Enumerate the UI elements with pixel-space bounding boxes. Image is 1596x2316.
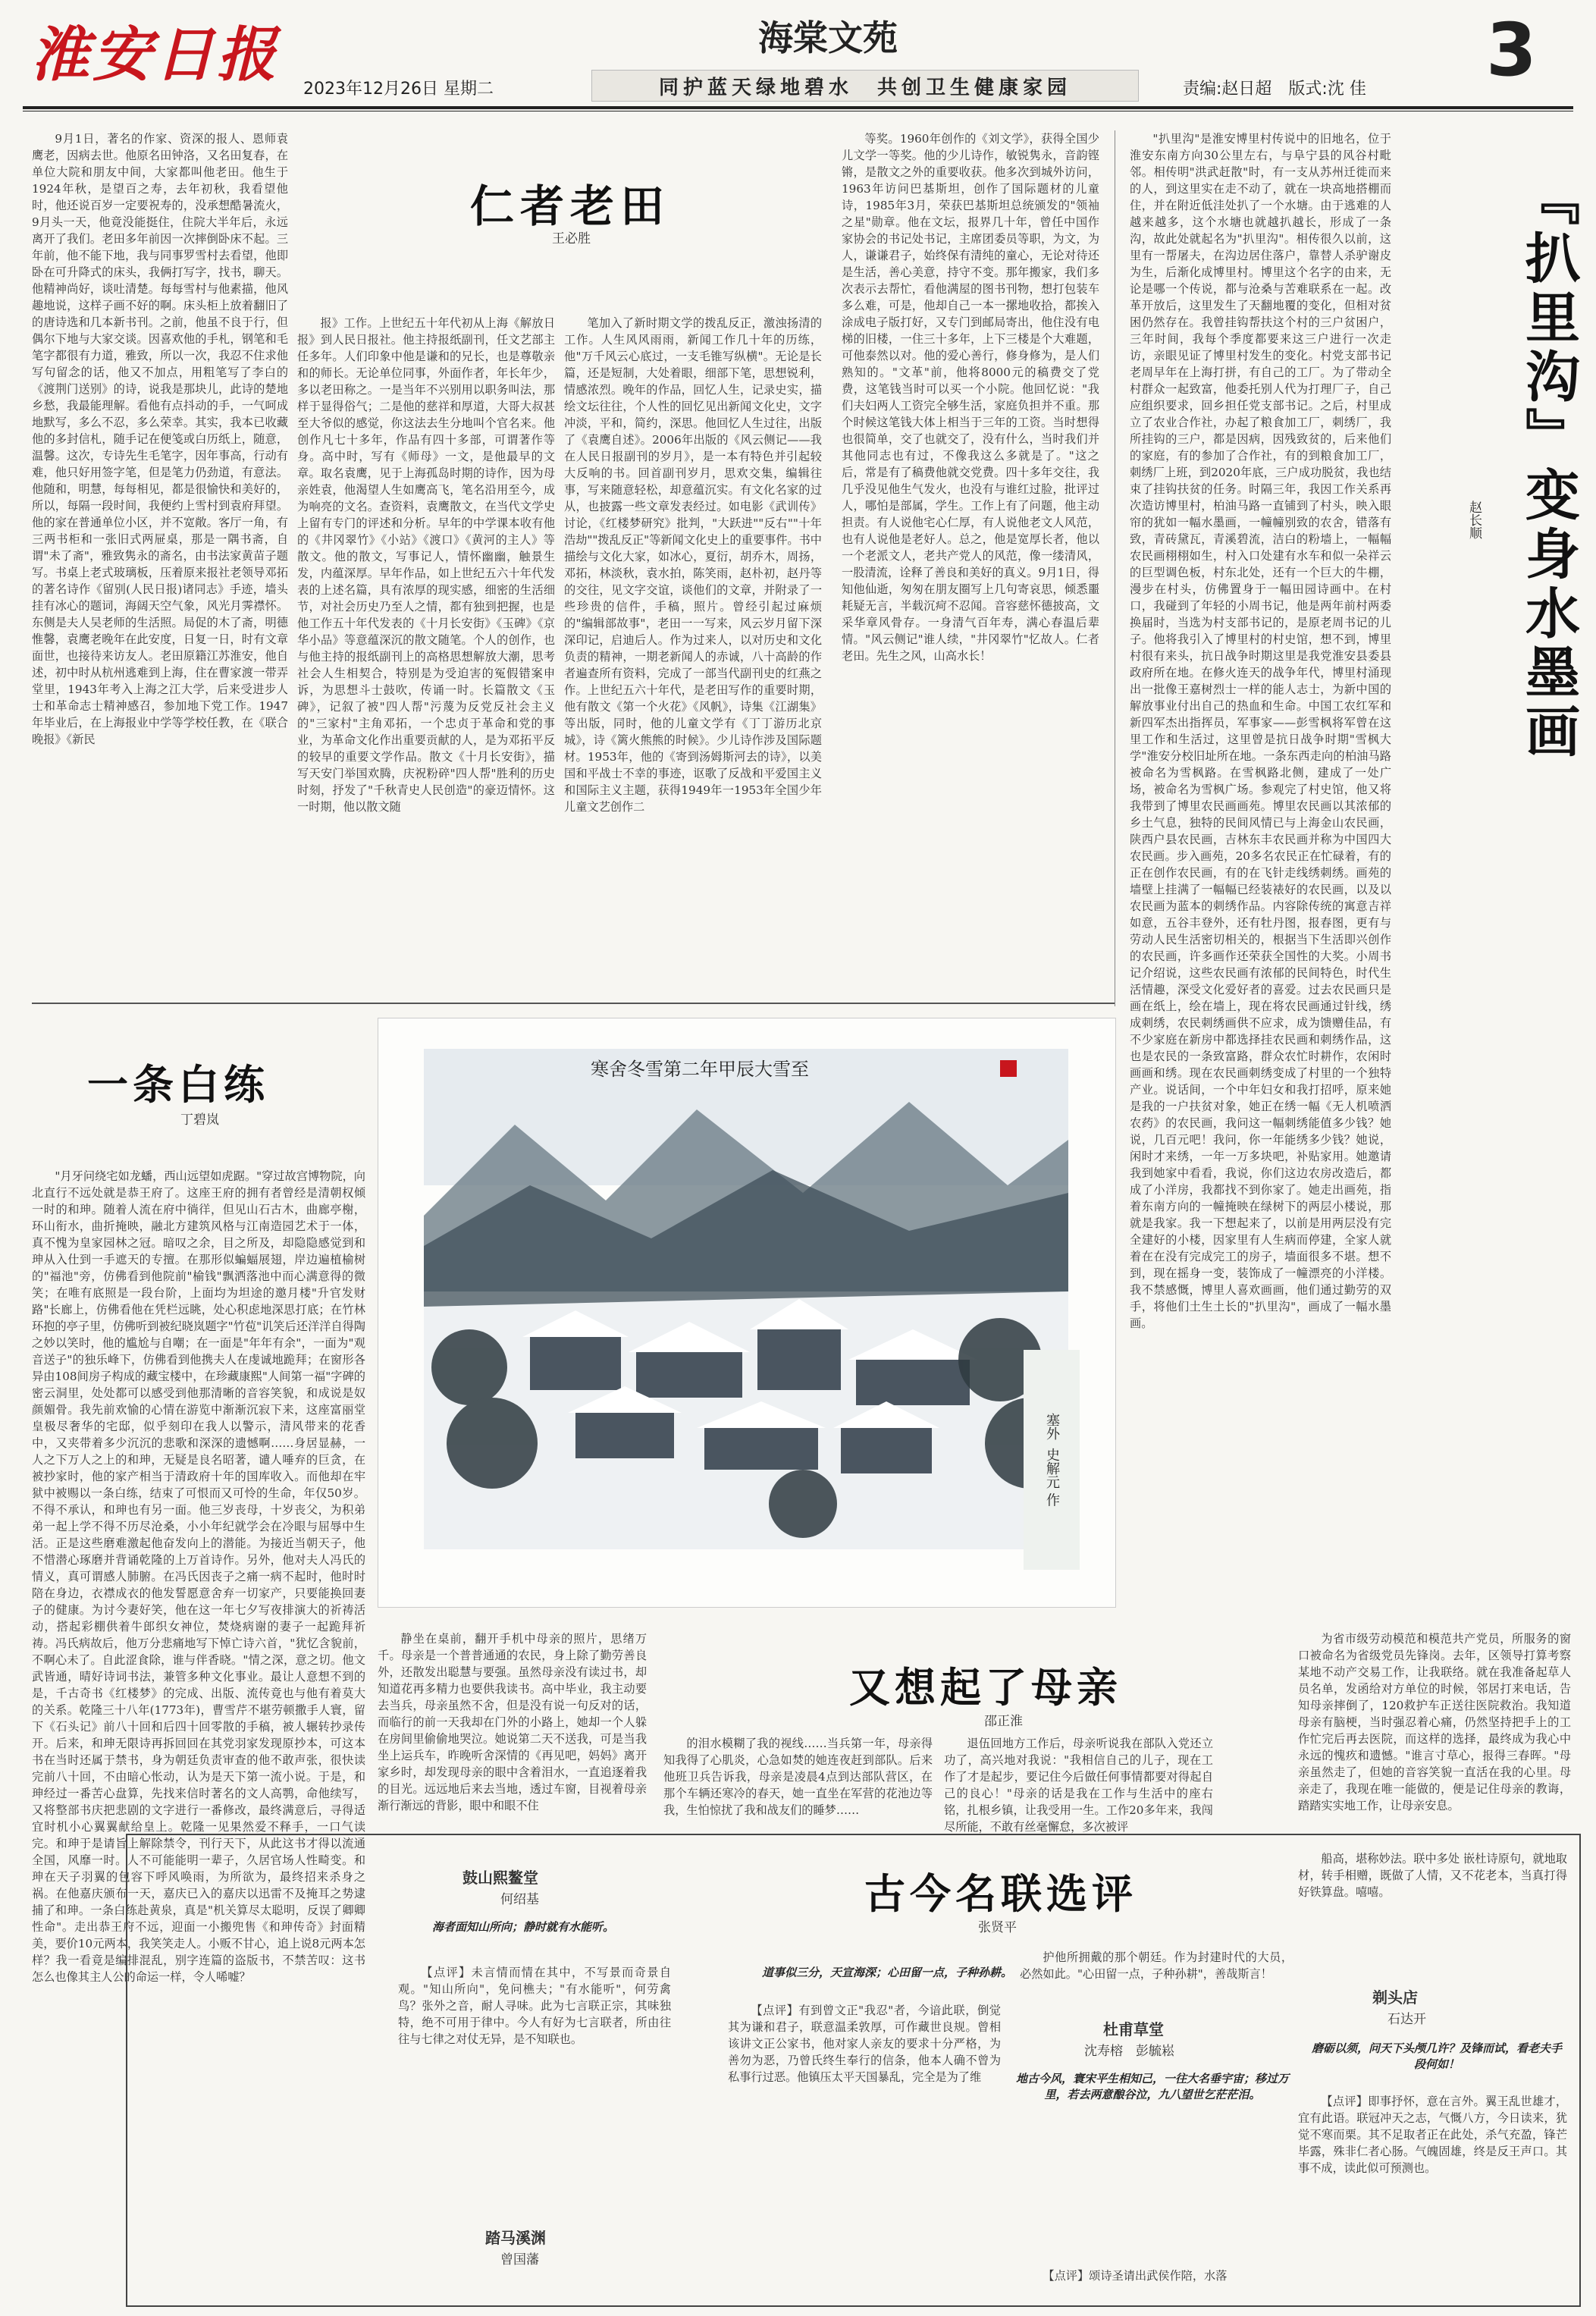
article-byline-baligou: 赵长顺 <box>1466 501 1482 539</box>
couplet-item-author: 石达开 <box>1387 2012 1426 2027</box>
article-column: "月牙问绕宅如龙蟠，西山远望如虎踞。"穿过故宫博物院，向北直行不远处就是恭王府了。这座王府的拥有者曾经是清朝权倾一时的和珅。随着人流在府中徜徉，但见山石古木，曲廊亭榭，环山衔水，曲折掩映，融北方建筑风格与江南造园艺术于一体，真不愧为皇家园林之冠。暗叹之余，目之所及，却隐隐感觉到和珅从入仕到一手遮天的专擅。在那形似蝙蝠展翅，岸边遍植榆树的"福池"旁，仿佛看到他院前"榆钱"飘洒落池中而心满意得的微笑；在唯有底照是一段台阶，上面均为坦途的邀月楼"升官发财路"长廊上，仿佛看他在凭栏远眺，处心积虑地深思打底；在竹林环抱的亭子里，仿佛听到被纪晓岚题字"竹苞"讥笑后还洋洋自得陶之妙以笑时，他的尴尬与自嘲；在一面是"年年有余"，一面为"观音送子"的独乐峰下，仿佛看到他携夫人在虔诚地跪拜；在窗形各异由108间房子构成的藏宝楼中，在珍藏康熙"人间第一福"字碑的密云洞里，处处都可以感受到他那清晰的音容笑貌，和成说是奴颜媚骨。我先前欢愉的心情在游览中渐渐沉寂下来，这座富丽堂皇极尽奢华的宅邸，似乎刻印在我人以警示，清风带来的花香中，又夹带着多少沉沉的悲歌和深深的遗憾啊……身居显赫，一人之下万人之上的和珅，无疑是良名昭著，谴人唾弃的巨贪，在被抄家时，他的家产相当于清政府十年的国库收入。而他却在牢狱中被赐以一条白练，结束了可恨而又可怜的生命，年仅50岁。不得不承认，和珅也有另一面。他三岁丧母，十岁丧父，为积弟弟一起上学不得不历尽沧桑，小小年纪就学会在冷眼与屈辱中生活。正是这些磨难激起他奋发向上的潜能。为接近当朝天子，他不惜潜心琢磨并背诵乾隆的上万首诗作。另外，他对夫人冯氏的情义，真可谓感人肺腑。在冯氏因丧子之痛一病不起时，他时时陪在身边，衣襟成衣的他发誓愿意舍弃一切家产，只要能换回妻子的健康。为讨今妻好笑，他在这一年七夕写夜排演大的祈祷活动，搭起彩棚供着牛郎织女神位，焚烧病谢的妻子一起跪拜祈祷。冯氏病故后，他万分悲痛地写下悼亡诗六首，"犹忆含貌前，不啊心未了。自此涩食除，谁与伴香晓。"情之深，意之切。他文武皆通，晴好诗词书法，兼管多种文化事业。最让人意想不到的是，千古奇书《红楼梦》的完成、出版、流传竟也与他有着莫大的关系。乾隆三十八年(1773年)，曹雪芹不堪劳顿撒手人寰，留下《石头记》前八十回和后四十回零散的手稿，被人辗转抄录传开。后来，和珅无限诗再拆回回在其党羽家发现原抄本，可这本书在当时还属于禁书，身为朝廷负责审查的他不敢声张，很快读完前八十回，不由暗心怅动，认为是天下第一流小说。于是，和珅经过一番苦心盘算，先找来信时著名的文人高鹗，命他续写，又将整部书庆把悲剧的文字进行一番修改，最终满意后，寻得适宜时机小心翼翼献给皇上。乾隆一见果然爱不释手，一口气读完。和珅于是请旨上解除禁令，刊行天下，从此这书才得以流通全国，风靡一时。人不可能能明一辈子，久居官场人性畸变。和珅在天子羽翼的包容下呼风唤雨，为所欲为，最终招来杀身之祸。在他嘉庆颁布一天，嘉庆已入的嘉庆以迅雷不及掩耳之势逮捕了和珅。一条白练赴黄泉，真是"机关算尽太聪明，反误了卿卿性命"。走出恭王府不远，迎面一小搬兜售《和珅传奇》封面精美，要价10元两本，我笑笑走人。小贩不甘心，追上说8元两本怎样？我一看竟是编排混乱，别字连篇的盗版书，不禁苦叹：这书怎么也像其主人公的命运一样，令人唏嘘？ <box>32 1169 365 1984</box>
couplet-text: 海者面知山所向；静时就有水能听。 <box>431 1920 614 1934</box>
masthead-logo: 淮安日报 <box>30 20 280 89</box>
couplet-comment: 【点评】有到曾文正"我忍"者，今谙此联，倒觉其为谦和君子，联意温柔敦厚，可作藏世良规。曾相该讲文正公家书，他对家人亲友的要求十分严格，为善勿为恶，乃曾氏终生奉行的信条，他本人确不曾为私事行过恶。他镇压太平天国暴乱，完全是为了维 <box>728 2004 1001 2084</box>
couplet-comment: 护他所拥戴的那个朝廷。作为封建时代的大员，必然如此。"心田留一点，子种孙耕"，善哉斯言！ <box>1020 1950 1293 1981</box>
couplet-item-title: 鼓山熙鳌堂 <box>462 1869 538 1887</box>
couplet-item-title: 踏马溪渊 <box>485 2229 546 2247</box>
issue-date: 2023年12月26日 星期二 <box>303 80 494 99</box>
article-byline-couplets: 张贤平 <box>978 1920 1017 1935</box>
painting-caption <box>1024 1350 1080 1570</box>
article-title-couplets: 古今名联选评 <box>864 1869 1137 1918</box>
article-column: 等奖。1960年创作的《刘文学》，获得全国少儿文学一等奖。他的少儿诗作，敏锐隽永，音韵铿锵，是散文之外的重要收获。他多次到城外访问，1963年访问巴基斯坦，创作了国际题材的儿童诗，1985年3月，荣获巴基斯坦总统颁发的"领袖之星"勋章。他在文坛，报界几十年，曾任中国作家协会的书记处书记，主席团委员等职，为文，为人，谦谦君子，始终保有清纯的童心，无论对待还是生活，善心美意，持守不变。那年搬家，我们多次表示去帮忙，看他满屋的图书刊物，想打包装车多么难，可是，他却自己一本一摞地收拾，都挨入涂成电子版打好，又专门到邮局寄出，他住没有电梯的旧楼，一住三十多年，上下三楼是个大难题，可他泰然以对。他的爱心善行，修身修为，是人们熟知的。"文革"前，他将8000元的稿费交了党费，这笔钱当时可以买一个小院。他回忆说："我们夫妇两人工资完全够生活，家庭负担并不重。那个时候这笔钱大体上相当于三年的工资。当时想得也很简单，交了也就交了，没有什么，当时我们并其他同志也有过，不像我这么多就是了。"这之后，常是有了稿费他就交党费。四十多年交往，我几乎没见他生气发火，也没有与谁红过脸，批评过人，哪怕是部属，学生。工作上有了问题，他主动担责。有人说他宅心仁厚，有人说他老文人风范，也有人说他是老好人。总之，他是宽厚长者，他以一个老派文人，老共产党人的风范，像一缕清风，一股清流，诠释了善良和美好的真义。9月1日，得知他仙逝，匆匆在朋友圈写上几句寄哀思，倾悉噩耗疑无言，半载沉疴不忍闻。音容慈怀德披高，文采华章风骨存。一身清气百年寿，满心春温后辈情。"风云侧记"谁人续，"井冈翠竹"忆故人。仁者老田。先生之风，山高水长！ <box>842 132 1099 663</box>
couplet-text: 道事似三分，天宣海深；心田留一点，子种孙耕。 <box>761 1966 1012 1979</box>
article-column: 的泪水模糊了我的视线……当兵第一年，母亲得知我得了心肌炎，心急如焚的她连夜赶到部队。后来他班卫兵告诉我，母亲是凌晨4点到达部队营区，在那个车辆还寒冷的春天，她一直坐在军营的花池边等我，生怕惊扰了我和战友们的睡梦…… <box>663 1737 933 1817</box>
couplet-comment: 船高，堪称妙法。联中多处 嵌杜诗原句，就地取材，转手相赠，既做了人情，又不花老本，当真打得好铁算盘。嘻嘻。 <box>1298 1852 1567 1899</box>
painting-caption-author: 史解元 作 <box>1044 1448 1060 1507</box>
article-column: 9月1日，著名的作家、资深的报人、恩师袁鹰老，因病去世。他原名田钟洛，又名田复春，在单位大院和朋友中间，大家都叫他老田。他生于1924年秋，是望百之寿，去年初秋，我看望他时，他还说百岁一定要祝寿的，没承想酷暑流火，9月头一天，他竟没能挺住，住院大半年后，永远离开了我们。老田多年前因一次摔倒卧床不起。三年前，他不能下地，我与同事罗雪村去看望，他即卧在可升降式的床头，我俩打写字，找书，聊天。他精神尚好，谈吐清楚。每每雪村与他素描，他风趣地说，这样子画不好的啊。床头柜上放着翻旧了的唐诗选和几本新书刊。之前，他虽不良于行，但偶尔下地与大家交谈。因喜欢他的手札，钢笔和毛笔字都很有力道，雅致，所以一次，我忍不住求他写句留念的话，他又不加点，用粗笔写了李白的《渡荆门送别》的诗，说我是那块儿，此诗的楚地乡愁，我最能理解。看他有点抖动的手，一气呵成地默写，多么不忍，多么荣幸。其实，我本已收藏他的多封信札，随手记在便笺或白历纸上，随意，温馨。这次，专诗先生毛笔字，因年事高，行动有难，他只好用签字笔，但是笔力仍劲道，有意法。他随和，明慧，每每相见，都是很愉快和美好的，所以，每隔一段时间，我便约上雪村到袁府拜望。他的家在普通单位小区，并不宽敞。客厅一角，有三两书柜和一张旧式两屉桌，那是一隅书斋，自谓"未了斋"，雅致隽永的斋名，由书法家黄苗子题写。书桌上老式玻璃板，压着原来报社老领导邓拓的著名诗作《留别(人民日报)诸同志》手迹，墙头挂有冰心的题词，海阔天空气象，风光月霁襟怀。东侧是夫人吴老师的生活照。局促的木了斋，明德惟馨，袁鹰老晚年在此安度，日复一日，时有文章面世，也接待来访友人。老田原籍江苏淮安，他自述，初中时从杭州逃难到上海，住在曹家渡一带弄堂里，1943年考入上海之江大学，后来受进步人士和革命志士精神感召，参加地下党工作。1947年毕业后，在上海报业中学等学校任教，在《联合晚报》《新民 <box>32 132 288 746</box>
couplet-item-title: 杜甫草堂 <box>1103 2020 1164 2038</box>
page-number: 3 <box>1486 8 1537 93</box>
couplet-comment: 【点评】即事抒怀，意在言外。翼王乱世雄才，宜有此语。联冠冲天之志，气慨八方，今日读来，犹觉不寒而栗。其不足取者正在此处，杀气充盈，锋芒毕露，殊非仁者心肠。气魄固雄，终是反王声口。其事不成，读此似可预测也。 <box>1298 2095 1567 2175</box>
article-title-yitiao: 一条白练 <box>87 1060 269 1109</box>
painting-caption-title: 塞外 <box>1044 1413 1060 1441</box>
header-rule <box>23 106 1573 109</box>
article-title-baligou: 『扒里沟』变身水墨画 <box>1516 171 1581 762</box>
article-title-muqin: 又想起了母亲 <box>849 1663 1122 1712</box>
couplet-item-author: 曾国藩 <box>500 2252 539 2267</box>
article-column: 静坐在桌前，翻开手机中母亲的照片，思绪万千。母亲是一个普普通通的农民，身上除了勤劳善良外，还散发出聪慧与要强。虽然母亲没有读过书，却知道花再多精力也要供我读书。高中毕业，我主动要去当兵，母亲虽然不舍，但是没有说一句反对的话，而临行的前一天我却在门外的小路上，她却一个人躲在房间里偷偷地哭泣。她说第二天不送我，可是当我坐上运兵车，昨晚听舍深情的《再见吧，妈妈》离开家乡时，却发现母亲的眼中含着泪水，一直追逐着我的目光。远远地后来去当地，透过车窗，目视着母亲渐行渐远的背影，眼中和眼不住 <box>378 1632 647 1812</box>
couplet-text: 地古今风，寰宋平生相知己，一往大名垂宇宙；移过万里，若去两意酿谷泣，九八望世乞茫茫泪。 <box>1016 2072 1290 2101</box>
ink-wash-painting <box>378 1018 1116 1608</box>
couplet-item-author: 何绍基 <box>500 1892 539 1907</box>
article-column: 退伍回地方工作后，母亲听说我在部队入党还立功了，高兴地对我说："我相信自己的儿子，现在工作了才是起步，要记住今后做任何事情都要对得起自己的良心！"母亲的话是我在工作与生活中的座右铭，扎根乡镇，让我受用一生。工作20多年来，我闯尽所能，不敢有丝毫懈怠，多次被评 <box>944 1737 1213 1834</box>
slogan-banner: 同护蓝天绿地碧水 共创卫生健康家园 <box>591 70 1139 102</box>
couplet-item-author: 沈寿榕 彭毓崧 <box>1084 2044 1174 2059</box>
article-column: 报》工作。上世纪五十年代初从上海《解放日报》到人民日报社。他主持报纸副刊，任文艺部主任多年。人们印象中他是谦和的兄长，也是尊敬亲和的师长。无论单位同事，外面作者，年长年少，多以老田称之。一是当年不兴别用以职务叫法，那样于显得俗气；二是他的慈祥和厚道，大哥大叔甚至大爷似的感觉，你这法去生分地叫个官名来。他创作凡七十多年，作品有四十多部，可谓著作等身。高中时，写有《师母》一文，是他最早的文章。取名袁鹰，见于上海孤岛时期的诗作，因为母亲姓袁，他渴望人生如鹰高飞，笔名沿用至今，成为响亮的文名。查资料，袁鹰散文，在当代文学史上留有专门的评述和分析。早年的中学课本收有他的《井冈翠竹》《小站》《渡口》《黄河的主人》等散文。他的散文，写事记人，情怀幽幽，触景生发，内蕴深厚。早年作品，如上世纪五六十年代发表的上述名篇，具有浓厚的现实感，细密的生活细节，对社会历史乃至人之情，都有独到把握，也是他工作五十年代发表的《十月长安街》《玉碑》《京华小品》等意蕴深沉的散文随笔。个人的创作，也与他主持的报纸副刊上的高格思想解放大潮，思考社会人生相契合，特别是为受迫害的冤假错案申诉，为思想斗士鼓吹，传诵一时。长篇散文《玉碑》，记叙了被"四人帮"污蔑为反党反社会主义的"三家村"主角邓拓，一个忠贞于革命和党的事业，为革命文化作出重要贡献的人，是为邓拓平反的较早的重要文学作品。散文《十月长安街》，描写天安门举国欢腾，庆祝粉碎"四人帮"胜利的历史时刻，抒发了"千秋青史人民创造"的豪迈情怀。这一时期，他以散文随 <box>297 316 555 814</box>
couplet-comment: 【点评】未言情而情在其中，不写景而奇景自观。"知山所向"，免问樵夫；"有水能听"，何劳禽鸟？张外之音，耐人寻味。此为七言联正宗，其味独特，绝不可用于律中。今人有好为七言联者，所由往往与七律之对仗无异，是不知联也。 <box>398 1966 671 2046</box>
painting-inscription: 寒舍冬雪第二年甲辰大雪至 <box>591 1059 809 1080</box>
section-title: 海棠文苑 <box>758 17 898 58</box>
article-byline-yitiao: 丁碧岚 <box>180 1112 219 1128</box>
editors-credit: 责编:赵日超 版式:沈 佳 <box>1183 80 1366 99</box>
section-rule <box>32 1003 1115 1004</box>
article-column: 为省市级劳动模范和模范共产党员，所服务的窗口被命名为省级党员先锋岗。去年，区领导打算考察某地不动产交易工作，让我联络。就在我准备起草人员名单，发函给对方单位的时候，邻居打来电话，告知母亲摔倒了，120救护车正送往医院救治。我知道母亲有脑梗，当时强忍着心痛，仍然坚持把手上的工作忙完后再去医院，而这样的选择，最终成为我心中永远的愧疚和遗憾。"谁言寸草心，报得三春晖。"母亲虽然走了，但她的音容笑貌一直活在我的心里。母亲走了，我现在唯一能做的，便是记住母亲的教诲，踏踏实实地工作，让母亲安息。 <box>1298 1632 1571 1812</box>
couplet-item-title: 剃头店 <box>1372 1988 1418 2007</box>
article-column: 笔加入了新时期文学的拨乱反正，激浊扬清的工作。人生风风雨雨，新闻工作几十年的历练，他"万千风云心底过，一支毛锥写纵横"。无论是长篇，还是短制，大处着眼，细部下笔，思想锐利，情感浓烈。晚年的作品，回忆人生，记录史实，描绘文坛往往，个人性的回忆见出新闻文化史，文字冲淡，平和，简约，深思。他回忆人生过往，出版了《袁鹰自述》。2006年出版的《风云侧记——我在人民日报副刊的岁月》，是一本有特色并引起较大反响的书。回首副刊岁月，思欢交集，编辑往事，写来随意轻松，却意蕴沉实。有文化名家的过从，也披露一些文章发表经过。如电影《武训传》讨论，《红楼梦研究》批判，"大跃进""反右""十年浩劫""拨乱反正"等新闻文化史上的重要事件。书中描绘与文化大家，如冰心，夏衍，胡乔木，周扬，邓拓，林淡秋，袁水拍，陈笑雨，赵朴初，赵丹等的交往，见文字交谊，谈他们的文章，并附录了一些珍贵的信件，手稿，照片。曾经引起过麻烦的"编辑部故事"，老田一一写来，风云岁月留下深深印记，启迪后人。作为过来人，以对历史和文化负责的精神，一期老新闻人的赤诚，八十高龄的作者遍查所有资料，完成了一部当代副刊史的红燕之作。上世纪五六十年代，是老田写作的重要时期，他有散文《第一个火花》《风帆》，诗集《江湖集》等出版，同时，他的儿童文学有《丁丁游历北京城》，诗《篱火熊熊的时候》。少儿诗作涉及国际题材。1953年，他的《寄到汤姆斯河去的诗》，以美国和平战士不幸的事迹，讴歌了反战和平爱国主义和国际主义主题，获得1949年一1953年全国少年儿童文艺创作二 <box>564 316 822 814</box>
article-byline-muqin: 邵正淮 <box>984 1714 1023 1729</box>
article-column: "扒里沟"是淮安博里村传说中的旧地名，位于淮安东南方向30公里左右，与阜宁县的风谷村毗邻。相传明"洪武赶散"时，有一支从苏州迁徙而来的人，到这里实在走不动了，就在一块高地搭棚而住，并在附近低洼处扒了一个水塘。由于逃难的人越来越多，这个水塘也就越扒越长，形成了一条沟，故此处就起名为"扒里沟"。相传很久以前，这里有一帮屠夫，在沟边居住落户，靠替人杀驴谢皮为生，后渐化成博里村。博里这个名字的由来，无论是哪一个传说，都与沧桑与苦难联系在一起。改革开放后，这里发生了天翻地覆的变化，但相对贫困仍然存在。我曾挂钩帮扶这个村的三户贫困户，三年时间，我每个季度都要来这三户进行一次走访，亲眼见证了博里村发生的变化。村党支部书记老周早年在上海打拼，有自己的工厂。为了带动全村群众一起致富，他委托别人代为打理厂子，自己应组织要求，回乡担任党支部书记。之后，村里成立了农业合作社，办起了粮食加工厂，刺绣厂，我所挂钩的三户，都是因病，因残致贫的，后来他们的家庭，有的参加了合作社，有的到粮食加工厂，刺绣厂上班，到2020年底，三户成功脱贫，我也结束了挂钩扶贫的任务。时隔三年，我因工作关系再次造访博里村，柏油马路一直铺到了村头，映入眼帘的犹如一幅水墨画，一幢幢别致的农舍，错落有致，青砖黛瓦，青溪碧流，洁白的粉墙上，一幅幅农民画栩栩如生，村入口处建有水车和似一朵祥云的巨型调色板，村东北处，还有一个巨大的牛棚，漫步在村头，仿佛置身于一幅田园诗画中。在村口，我碰到了年轻的小周书记，他是两年前村两委换届时，当选为村支部书记的，是原老周书记的儿子。他将我引入了博里村的村史馆，想不到，博里村很有来头，抗日战争时期这里是我党淮安县委县政府所在地。在修火连天的战争年代，博里村涌现出一批像王嘉树烈士一样的能人志士，为新中国的解放事业付出自己的热血和生命。中国工农红军和新四军杰出指挥员，军事家——彭雪枫将军曾在这里工作和生活过，这里曾是抗日战争时期"雪枫大学"淮安分校旧址所在地。一条东西走向的柏油马路被命名为雪枫路。在雪枫路北侧，建成了一处广场，被命名为雪枫广场。参观完了村史馆，他又将我带到了博里农民画画苑。博里农民画以其浓郁的乡土气息，独特的民间风情已与上海金山农民画，陕西户县农民画，吉林东丰农民画并称为中国四大农民画。步入画苑，20多名农民正在忙碌着，有的正在创作农民画，有的在飞针走线绣刺绣。画苑的墙壁上挂满了一幅幅已经装裱好的农民画，以及以农民画为蓝本的刺绣作品。内容除传统的寓意吉祥如意，五谷丰登外，还有牡丹图，报春图，更有与劳动人民生活密切相关的，根据当下生活即兴创作的农民画，许多画作还荣获全国性的大奖。小周书记介绍说，这些农民画有浓郁的民间特色，时代生活情趣，深受文化爱好者的喜爱。过去农民画只是画在纸上，绘在墙上，现在将农民画通过针线，绣成刺绣，农民刺绣画供不应求，成为馈赠佳品，有不少家庭在新房中都选择挂农民画和刺绣作品，这也是农民的一条致富路，群众农忙时耕作，农闲时画画和绣。现在农民画刺绣变成了村里的一个独特产业。说话间，一个中年妇女和我打招呼，原来她是我的一户扶贫对象，她正在绣一幅《无人机喷洒农药》的农民画，我问这一幅刺绣能值多少钱？她说，几百元吧！我问，你一年能绣多少钱？她说，闲时才来绣，一年一万多块吧，补贴家用。她邀请我到她家中看看，我说，你们这边农房改造后，都成了小洋房，我都找不到你家了。她走出画苑，指着东南方向的一幢掩映在绿树下的两层小楼说，那就是我家。我一下想起来了，以前是用两层没有完全建好的小楼，因家里有人生病而停建，全家人就着在在没有完成完工的房子，墙面很多不堪。想不到，现在摇身一变，装饰成了一幢漂亮的小洋楼。我不禁感慨，博里人喜欢画画，他们通过勤劳的双手，将他们土生土长的"扒里沟"，画成了一幅水墨画。 <box>1130 132 1391 1330</box>
couplet-comment: 【点评】颂诗圣请出武侯作陪，水落 <box>1043 2269 1228 2283</box>
couplet-text: 磨砺以须，问天下头颅几许？及锋而试，看老夫手段何如！ <box>1311 2041 1562 2071</box>
article-title-renzhe: 仁者老田 <box>470 180 671 232</box>
article-byline-renzhe: 王必胜 <box>552 231 591 246</box>
